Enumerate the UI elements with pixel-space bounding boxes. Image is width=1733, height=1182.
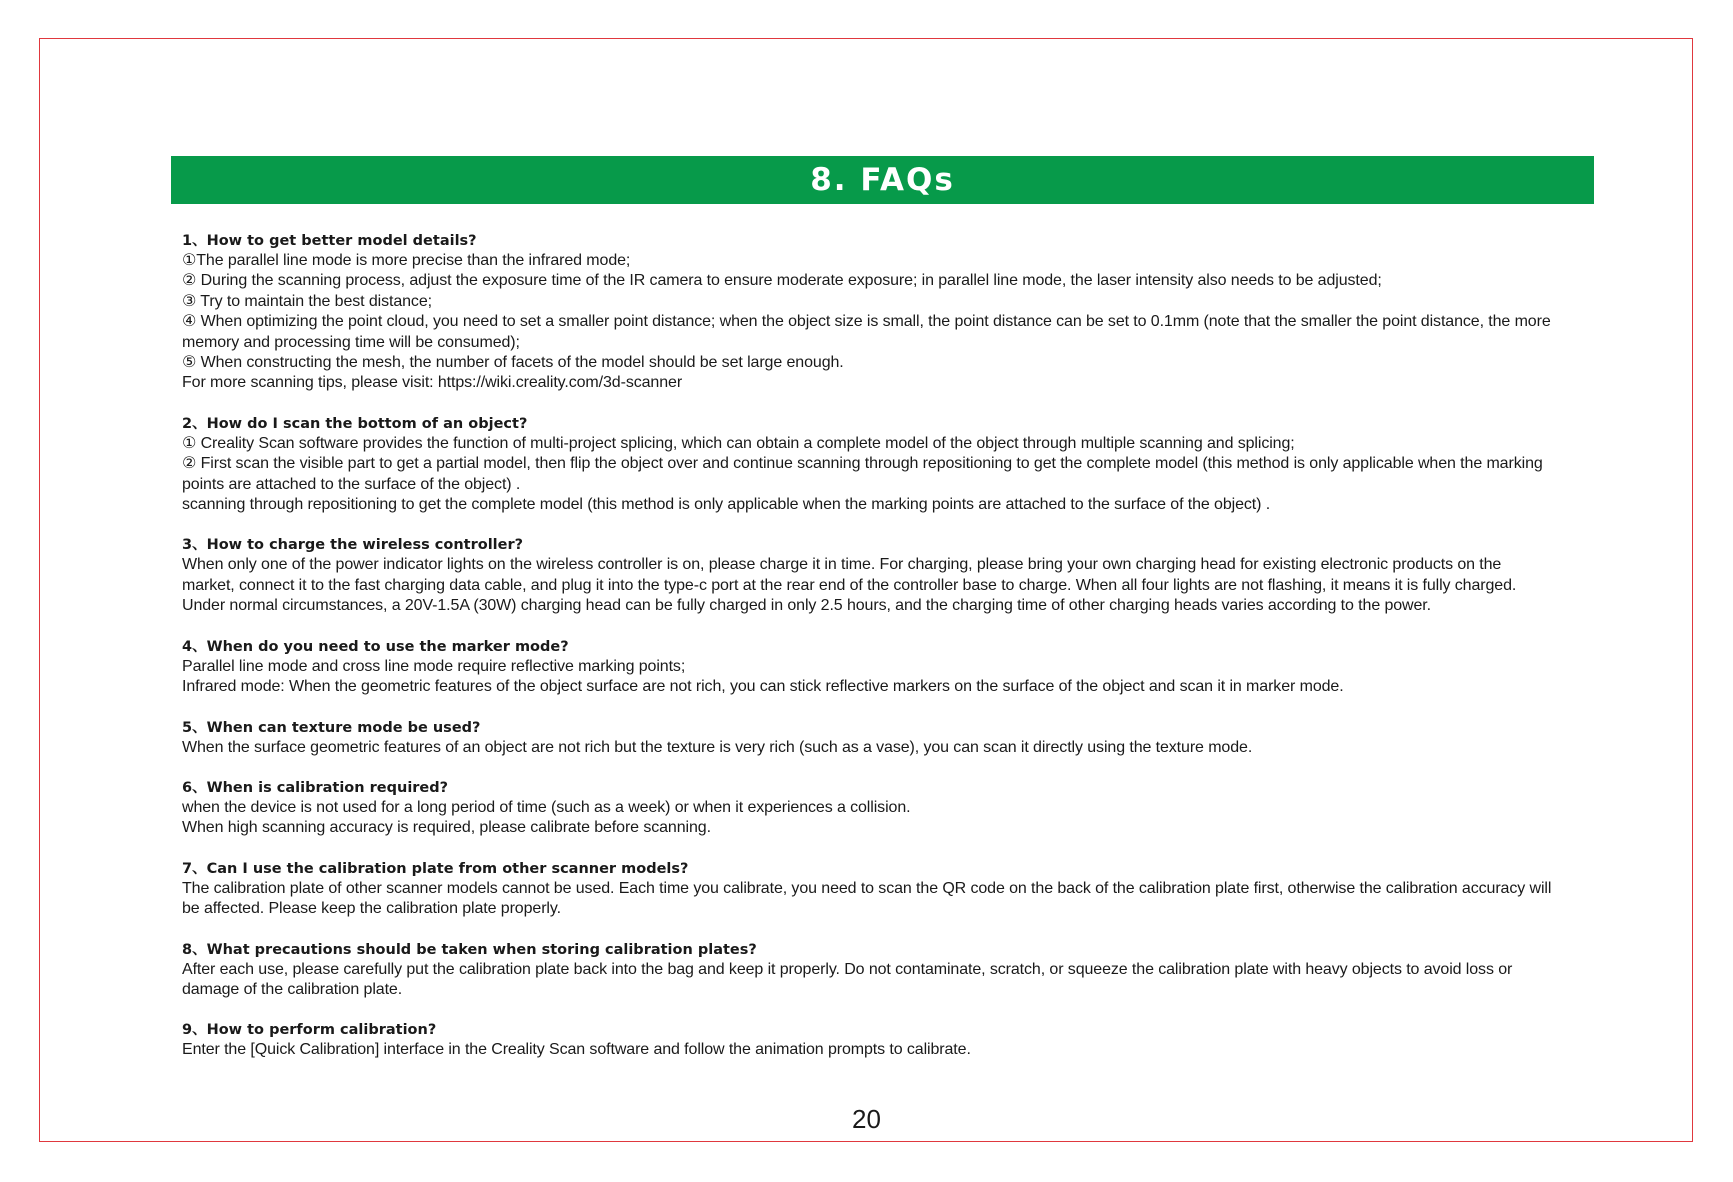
faq-item-1 [182, 231, 1552, 394]
faq-answer-line: ① Creality Scan software provides the function of multi-project splicing, which can obtain a complete model of the object through multiple scanning and splicing; [182, 434, 1295, 452]
faq-list [182, 231, 1552, 1081]
faq-item-4 [182, 637, 1552, 698]
faq-answer-line: When high scanning accuracy is required, please calibrate before scanning. [182, 819, 711, 837]
faq-answer-line: ② During the scanning process, adjust the exposure time of the IR camera to ensure moderate exposure; in parallel line mode, the laser intensity also needs to be adjusted; [182, 272, 1382, 290]
faq-item-8 [182, 940, 1552, 1001]
section-banner [171, 156, 1594, 204]
faq-question: 1、How to get better model details? [182, 233, 477, 249]
faq-item-9 [182, 1020, 1552, 1060]
faq-answer-line: After each use, please carefully put the calibration plate back into the bag and keep it properly. Do not contaminate, scratch, or squeeze the calibration plate with heavy objects to avoid loss or damage of the calibration plate. [182, 960, 1513, 998]
faq-question: 9、How to perform calibration? [182, 1022, 437, 1039]
faq-answer-line: ④ When optimizing the point cloud, you need to set a smaller point distance; when the object size is small, the point distance can be set to 0.1mm (note that the smaller the point distance, the more memory and processing time will be consumed); [182, 313, 1551, 351]
faq-answer-line: scanning through repositioning to get the complete model (this method is only applicable when the marking points are attached to the surface of the object) . [182, 496, 1271, 514]
faq-item-6 [182, 778, 1552, 839]
faq-question: 5、When can texture mode be used? [182, 719, 481, 736]
page-number: 20 [852, 1104, 881, 1134]
faq-item-3 [182, 535, 1552, 616]
faq-answer-line: The calibration plate of other scanner models cannot be used. Each time you calibrate, you need to scan the QR code on the back of the calibration plate first, otherwise the calibration accuracy will be affected. Please keep the calibration plate properly. [182, 879, 1552, 918]
faq-item-2 [182, 414, 1552, 516]
faq-answer-line: Parallel line mode and cross line mode require reflective marking points; [182, 657, 686, 675]
faq-answer-link-line: For more scanning tips, please visit: https://wiki.creality.com/3d-scanner [182, 374, 683, 392]
faq-item-5 [182, 718, 1552, 758]
section-title: 8. FAQs [810, 162, 955, 198]
faq-answer-line: ③ Try to maintain the best distance; [182, 292, 432, 310]
faq-answer-line: ② First scan the visible part to get a partial model, then flip the object over and continue scanning through repositioning to get the complete model (this method is only applicable when the marking points are attached to the surface of the object) . [182, 455, 1543, 493]
faq-answer-line: When only one of the power indicator lights on the wireless controller is on, please charge it in time. For charging, please bring your own charging head for existing electronic products on the market, connect it to the fast charging data cable, and plug it into the type-c port at the rear end of the controller base to charge. When all four lights are not flashing, it means it is fully charged. Under normal circumstances, a 20V-1.5A (30W) charging head can be fully charged in only 2.5 hours, and the charging time of other charging heads varies according to the power. [182, 556, 1517, 615]
faq-question: 4、When do you need to use the marker mode? [182, 638, 569, 655]
faq-answer-line: ①The parallel line mode is more precise than the infrared mode; [182, 252, 631, 269]
faq-question: 2、How do I scan the bottom of an object? [182, 415, 528, 432]
faq-answer-line: when the device is not used for a long period of time (such as a week) or when it experiences a collision. [182, 798, 911, 816]
faq-question: 6、When is calibration required? [182, 779, 449, 796]
faq-answer-line: Infrared mode: When the geometric features of the object surface are not rich, you can stick reflective markers on the surface of the object and scan it in marker mode. [182, 678, 1344, 696]
faq-question: 7、Can I use the calibration plate from other scanner models? [182, 860, 689, 877]
faq-item-7 [182, 859, 1552, 920]
faq-question: 8、What precautions should be taken when storing calibration plates? [182, 941, 757, 958]
faq-answer-line: Enter the [Quick Calibration] interface in the Creality Scan software and follow the animation prompts to calibrate. [182, 1041, 971, 1059]
faq-answer-line: ⑤ When constructing the mesh, the number of facets of the model should be set large enough. [182, 354, 844, 372]
faq-answer-line: When the surface geometric features of an object are not rich but the texture is very rich (such as a vase), you can scan it directly using the texture mode. [182, 738, 1253, 756]
faq-question: 3、How to charge the wireless controller? [182, 537, 524, 554]
